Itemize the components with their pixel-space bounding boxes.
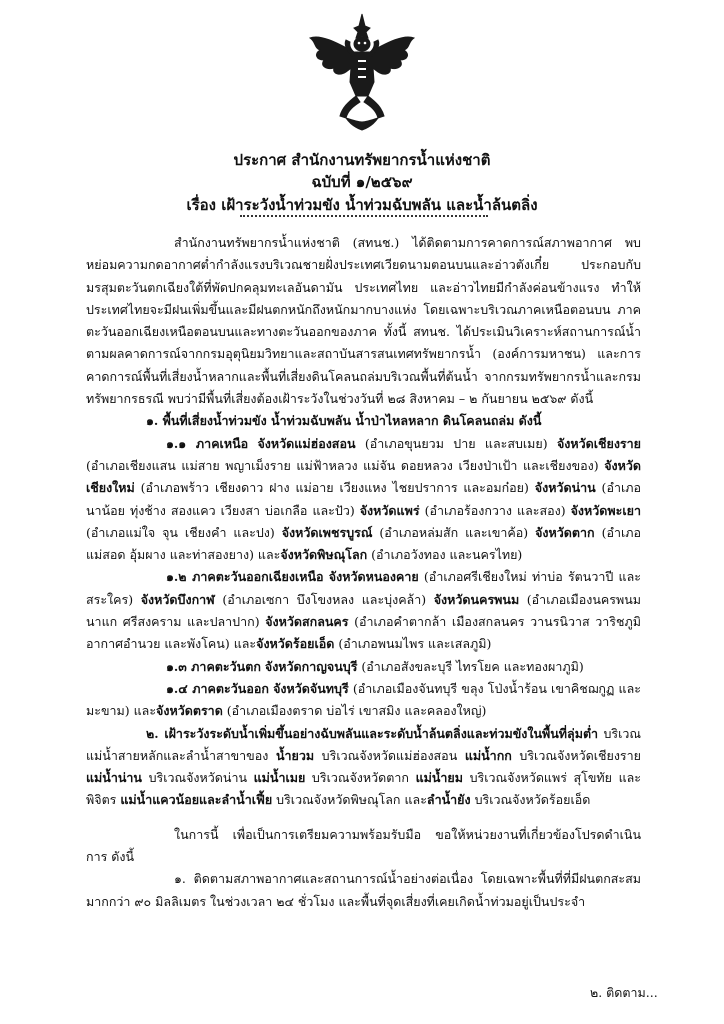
province-name: จังหวัดตาก (535, 524, 595, 540)
conjunction: และ (257, 547, 281, 563)
province-name: จังหวัดเชียงราย (556, 435, 641, 451)
region-label: ๑.๓ ภาคตะวันตก (166, 658, 261, 674)
province-name: จังหวัดแม่ฮ่องสอน (257, 435, 356, 451)
province-name: จังหวัดร้อยเอ็ด (256, 636, 335, 652)
section-2-heading: ๒. เฝ้าระวังระดับน้ำเพิ่มขึ้นอย่างฉับพลันและระดับน้ำล้นตลิ่งและท่วมขังในพื้นที่ลุ่มต่ำ (146, 725, 599, 741)
dotted-divider (240, 215, 488, 219)
district-list: (อำเภอขุนยวม ปาย และสบเมย) (355, 435, 557, 451)
district-list: (อำเภอสังขละบุรี ไทรโยค และทองผาภูมิ) (357, 658, 584, 674)
region-west (86, 656, 641, 678)
region-north (86, 433, 641, 567)
district-list: (อำเภอพร้าว เชียงดาว ฝาง แม่อาย เวียงแหง ไชยปราการ และอมก๋อย) (134, 480, 535, 496)
province-name: จังหวัดจันทบุรี (273, 680, 349, 696)
district-list: (อำเภอแม่สอด อุ้มผาง และท่าสองยาง) (86, 524, 641, 563)
region-label: ๑.๔ ภาคตะวันออก (166, 680, 269, 696)
announcement-body (86, 232, 641, 913)
paragraph-gap (86, 812, 641, 824)
page-continuation: ๒. ติดตาม... (590, 985, 658, 1000)
action-item-1: ๑. ติดตามสภาพอากาศและสถานการณ์น้ำอย่างต่อเนื่อง โดยเฉพาะพื้นที่ที่มีฝนตกสะสมมากกว่า ๙๐ มิลลิเมตร ในช่วงเวลา ๒๔ ชั่วโมง และพื้นที่จุดเสี่ยงที่เคยเกิดน้ำท่วมอยู่เป็นประจำ (86, 871, 641, 909)
district-list: (อำเภอนาน้อย ทุ่งช้าง สองแคว เวียงสา บ่อเกลือ และปัว) (86, 480, 641, 518)
district-list: (อำเภอเมืองตราด บ่อไร่ เขาสมิง และคลองใหญ่) (222, 703, 487, 719)
river-name: แม่น้ำน่าน (86, 770, 142, 786)
river-name: แม่น้ำเมย (253, 770, 306, 786)
province-name: จังหวัดน่าน (534, 480, 596, 496)
section-2: ๒. เฝ้าระวังระดับน้ำเพิ่มขึ้นอย่างฉับพลันและระดับน้ำล้นตลิ่งและท่วมขังในพื้นที่ลุ่มต่ำ บริเวณแม่น้ำสายหลักและลำน้ำสาขาของ น้ำยวม บริเวณจังหวัดแม่ฮ่องสอน แม่น้ำกก บริเวณจังหวัดเชียงราย แม่น้ำน่าน บริเวณจังหวัดน่าน แม่น้ำเมย บริเวณจังหวัดตาก แม่น้ำยม บริเวณจังหวัดแพร่ สุโขทัย และพิจิตร แม่น้ำแควน้อยและลำน้ำเฟี้ย บริเวณจังหวัดพิษณุโลก และลำน้ำยัง บริเวณจังหวัดร้อยเอ็ด (86, 725, 642, 808)
section-1-heading: ๑. พื้นที่เสี่ยงน้ำท่วมขัง น้ำท่วมฉับพลัน น้ำป่าไหลหลาก ดินโคลนถล่ม ดังนี้ (146, 413, 542, 429)
river-name: น้ำยวม (275, 747, 315, 763)
river-name: แม่น้ำแควน้อยและลำน้ำเฟี้ย (120, 792, 273, 808)
intro-paragraph: สำนักงานทรัพยากรน้ำแห่งชาติ (สทนช.) ได้ติดตามการคาดการณ์สภาพอากาศ พบหย่อมความกดอากาศต่ำกำลังแรงบริเวณชายฝั่งประเทศเวียดนามตอนบนและอ่าวตังเกี๋ย ประกอบกับมรสุมตะวันตกเฉียงใต้ที่พัดปกคลุมทะเลอันดามัน ประเทศไทย และอ่าวไทยมีกำลังค่อนข้างแรง ทำให้ประเทศไทยจะมีฝนเพิ่มขึ้นและมีฝนตกหนักถึงหนักมากบางแห่ง โดยเฉพาะบริเวณภาคเหนือตอนบน ภาคตะวันออกเฉียงเหนือตอนบนและทางตะวันออกของภาค ทั้งนี้ สทนช. ได้ประเมินวิเคราะห์สถานการณ์น้ำตามผลคาดการณ์จากกรมอุตุนิยมวิทยาและสถาบันสารสนเทศทรัพยากรน้ำ (องค์การมหาชน) และการคาดการณ์พื้นที่เสี่ยงน้ำหลากและพื้นที่เสี่ยงดินโคลนถล่มบริเวณพื้นที่ต้นน้ำ จากกรมทรัพยากรน้ำและกรมทรัพยากรธรณี พบว่ามีพื้นที่เสี่ยงต้องเฝ้าระวังในช่วงวันที่ ๒๘ สิงหาคม – ๒ กันยายน ๒๕๖๙ ดังนี้ (86, 235, 641, 407)
closing-paragraph: ในการนี้ เพื่อเป็นการเตรียมความพร้อมรับมือ ขอให้หน่วยงานที่เกี่ยวข้องโปรดดำเนินการ ดังนี้ (86, 826, 641, 865)
province-name: จังหวัดพะเยา (570, 502, 641, 518)
river-name: แม่น้ำยม (415, 770, 463, 786)
district-list: (อำเภอคำตากล้า เมืองสกลนคร วานรนิวาส วาริชภูมิ อากาศอำนวย และพังโคน) (86, 614, 641, 652)
announcement-subject: เรื่อง เฝ้าระวังน้ำท่วมขัง น้ำท่วมฉับพลัน และน้ำล้นตลิ่ง (186, 196, 538, 214)
garuda-emblem-icon (306, 12, 418, 132)
river-name: ลำน้ำยัง (426, 792, 471, 808)
river-name: แม่น้ำกก (464, 747, 512, 763)
district-list: (อำเภอเมืองจันทบุรี ขลุง โป่งน้ำร้อน เขาคิชฌกูฏ และมะขาม) และ (86, 680, 641, 719)
district-list: (อำเภอหล่มสัก และเขาค้อ) (372, 524, 536, 540)
announcement-title: ประกาศ สำนักงานทรัพยากรน้ำแห่งชาติ (233, 151, 491, 169)
province-name: จังหวัดตราด (156, 703, 223, 719)
district-list: (อำเภอเชียงแสน แม่สาย พญาเม็งราย แม่ฟ้าหลวง แม่จัน ดอยหลวง เวียงป่าเป้า และเชียงของ) (86, 457, 605, 473)
province-name: จังหวัดพิษณุโลก (280, 547, 368, 563)
province-name: จังหวัดหนองคาย (328, 569, 419, 585)
district-list: (อำเภอแม่ใจ จุน เชียงคำ และปง) (86, 524, 282, 540)
region-northeast (86, 566, 641, 655)
region-east (86, 678, 641, 723)
district-list: (อำเภอร้องกวาง และสอง) (419, 502, 571, 518)
region-label: ๑.๒ ภาคตะวันออกเฉียงเหนือ (166, 569, 324, 585)
province-name: จังหวัดเชียงใหม่ (86, 457, 641, 496)
district-list: (อำเภอวังทอง และนครไทย) (367, 547, 523, 563)
district-list: (อำเภอเมืองนครพนม นาแก ศรีสงคราม และปลาปาก) (86, 591, 641, 630)
province-name: จังหวัดกาญจนบุรี (264, 658, 358, 674)
province-name: จังหวัดเพชรบูรณ์ (281, 524, 373, 540)
conjunction: และ (233, 636, 257, 652)
issue-number: ฉบับที่ ๑/๒๕๖๙ (311, 173, 413, 191)
province-name: จังหวัดบึงกาฬ (140, 591, 215, 607)
district-list: (อำเภอศรีเชียงใหม่ ท่าบ่อ รัตนวาปี และสระใคร) (86, 569, 641, 607)
district-list: (อำเภอเซกา บึงโขงหลง และบุ่งคล้า) (214, 591, 434, 607)
district-list: (อำเภอพนมไพร และเสลภูมิ) (334, 636, 492, 652)
province-name: จังหวัดแพร่ (359, 502, 420, 518)
province-name: จังหวัดสกลนคร (265, 614, 349, 630)
province-name: จังหวัดนครพนม (433, 591, 520, 607)
region-label: ๑.๑ ภาคเหนือ (166, 435, 249, 451)
